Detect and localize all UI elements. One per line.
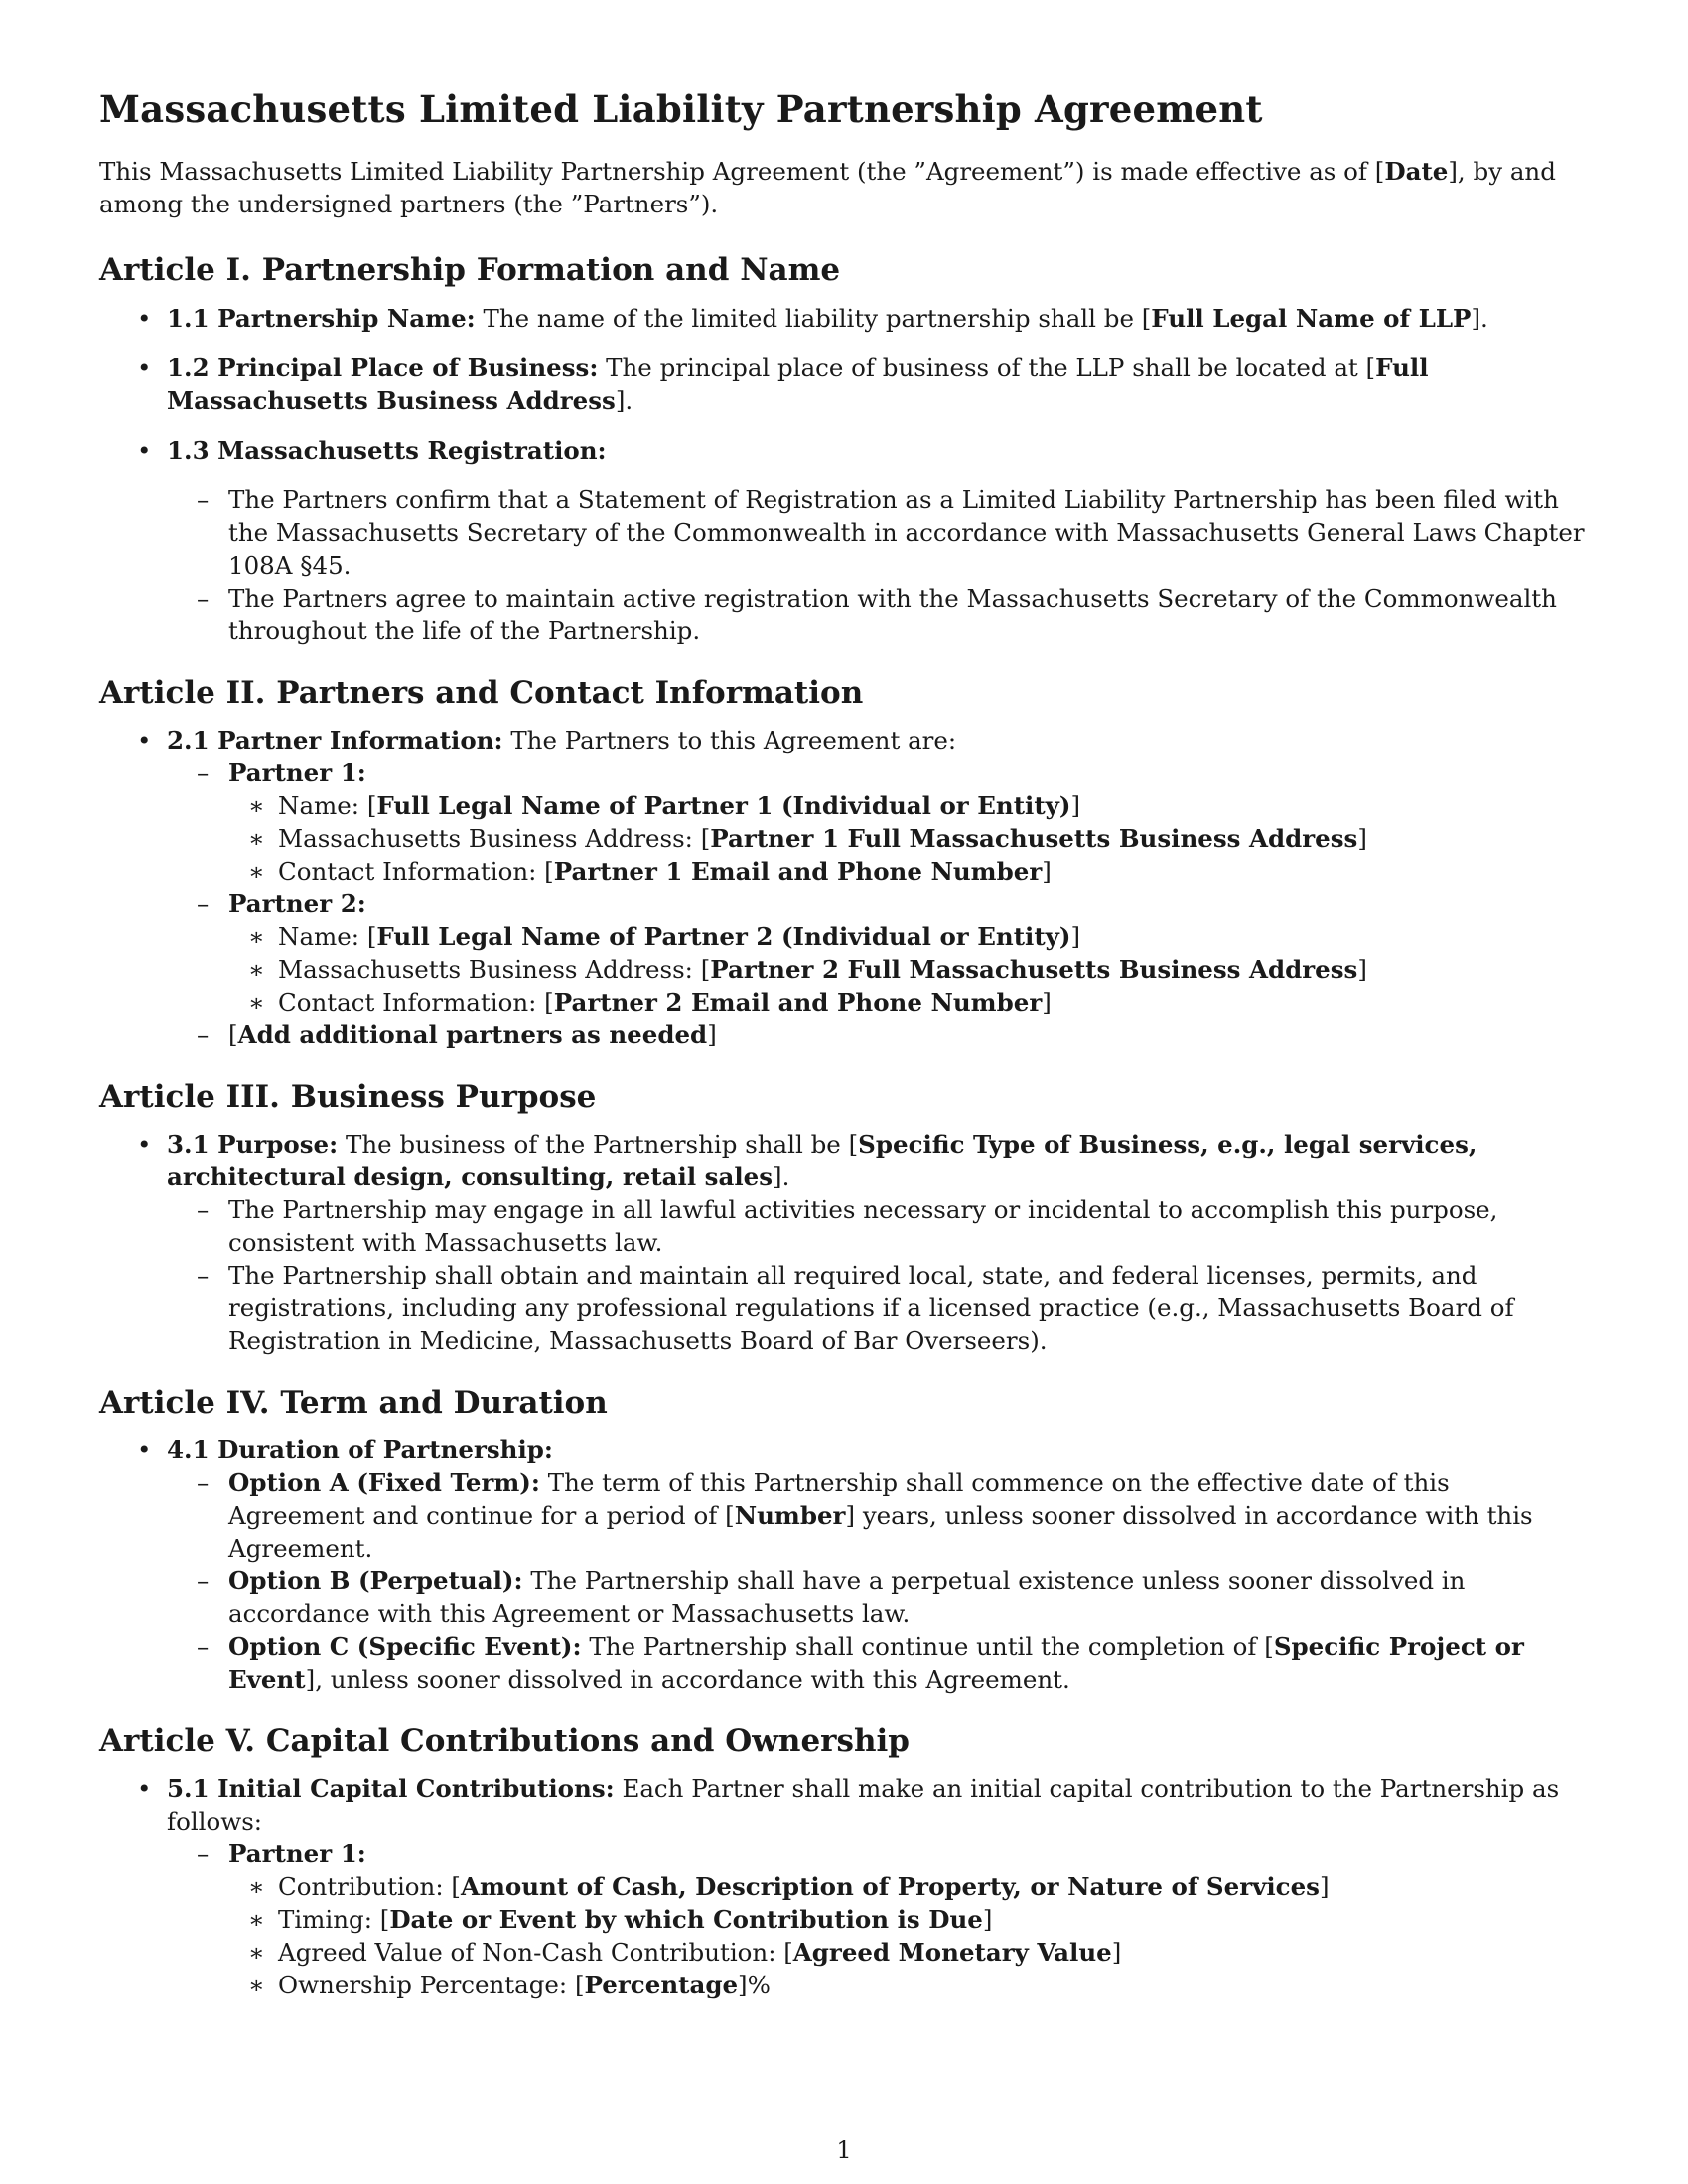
partner-1-address: ∗ Massachusetts Business Address: [Partner 1 Full Massachusetts Business Address] <box>248 823 1367 853</box>
article-3 <box>99 1079 1591 1357</box>
clause-1-3-b: – The Partners agree to maintain active registration with the Massachusetts Secretary of the Commonwealth throughout the life of the Partnership. <box>197 583 1557 645</box>
placeholder-date: Date <box>1384 157 1449 187</box>
partner-2-contact: ∗ Contact Information: [Partner 2 Email and Phone Number] <box>248 987 1052 1017</box>
contrib-partner-1-contribution: ∗ Contribution: [Amount of Cash, Description of Property, or Nature of Services] <box>248 1872 1330 1902</box>
clause-1-2: • 1.2 Principal Place of Business: The principal place of business of the LLP shall be located at [Full Massachusetts Business Address]. <box>137 352 1429 415</box>
article-1-heading: Article I. Partnership Formation and Name <box>99 252 841 289</box>
partner-2-name: ∗ Name: [Full Legal Name of Partner 2 (Individual or Entity)] <box>248 921 1081 951</box>
article-4 <box>99 1385 1591 1696</box>
document-page <box>99 87 1591 2029</box>
clause-3-1: • 3.1 Purpose: The business of the Partnership shall be [Specific Type of Business, e.g., legal services, architectural design, consulting, retail sales]. <box>137 1129 1477 1191</box>
clause-1-1: • 1.1 Partnership Name: The name of the limited liability partnership shall be [Full Legal Name of LLP]. <box>137 303 1488 333</box>
clause-4-1: • 4.1 Duration of Partnership: <box>137 1435 553 1465</box>
partner-1-heading: – Partner 1: <box>197 757 366 787</box>
contrib-partner-1-timing: ∗ Timing: [Date or Event by which Contribution is Due] <box>248 1905 993 1935</box>
option-b: – Option B (Perpetual): The Partnership shall have a perpetual existence unless sooner dissolved in accordance with this Agreement or Massachusetts law. <box>197 1567 1466 1629</box>
article-4-heading: Article IV. Term and Duration <box>99 1384 608 1421</box>
clause-2-1: • 2.1 Partner Information: The Partners to this Agreement are: <box>137 725 957 754</box>
option-a: – Option A (Fixed Term): The term of this Partnership shall commence on the effective date of this Agreement and continue for a period of [Number] years, unless sooner dissolved in accordance with this Agreement. <box>197 1468 1533 1564</box>
article-5 <box>99 1723 1591 2001</box>
partner-1-name: ∗ Name: [Full Legal Name of Partner 1 (Individual or Entity)] <box>248 790 1081 820</box>
partner-2-heading: – Partner 2: <box>197 888 366 918</box>
partner-2-address: ∗ Massachusetts Business Address: [Partner 2 Full Massachusetts Business Address] <box>248 954 1367 984</box>
clause-1-3: • 1.3 Massachusetts Registration: <box>137 435 607 465</box>
option-c: – Option C (Specific Event): The Partnership shall continue until the completion of [Specific Project or Event], unless sooner dissolved in accordance with this Agreement. <box>197 1632 1524 1695</box>
article-1 <box>99 252 1591 646</box>
contrib-partner-1-ownership: ∗ Ownership Percentage: [Percentage]% <box>248 1971 771 2000</box>
article-3-heading: Article III. Business Purpose <box>99 1078 597 1115</box>
clause-1-3-a: – The Partners confirm that a Statement of Registration as a Limited Liability Partnership has been filed with the Massachusetts Secretary of the Commonwealth in accordance with Massachusetts General Laws Chapter 108A §45. <box>197 484 1585 580</box>
intro-paragraph: This Massachusetts Limited Liability Partnership Agreement (the ”Agreement”) is made effective as of [Date], by and among the undersigned partners (the ”Partners”). <box>99 157 1556 219</box>
clause-3-1-b: – The Partnership shall obtain and maintain all required local, state, and federal licenses, permits, and registrations, including any professional regulations if a licensed practice (e.g., Massachusetts Board of Registration in Medicine, Massachusetts Board of Bar Overseers). <box>197 1260 1514 1355</box>
add-partners-note: – [Add additional partners as needed] <box>197 1020 717 1049</box>
partner-1-contact: ∗ Contact Information: [Partner 1 Email and Phone Number] <box>248 856 1052 886</box>
article-5-heading: Article V. Capital Contributions and Ownership <box>99 1723 910 1760</box>
contrib-partner-1-value: ∗ Agreed Value of Non-Cash Contribution: [Agreed Monetary Value] <box>248 1938 1122 1968</box>
clause-5-1: • 5.1 Initial Capital Contributions: Each Partner shall make an initial capital contribution to the Partnership as follows: <box>137 1774 1560 1837</box>
article-2-heading: Article II. Partners and Contact Information <box>99 674 864 711</box>
contrib-partner-1-heading: – Partner 1: <box>197 1840 366 1869</box>
document-title: Massachusetts Limited Liability Partnership Agreement <box>99 87 1263 131</box>
clause-3-1-a: – The Partnership may engage in all lawful activities necessary or incidental to accomplish this purpose, consistent with Massachusetts law. <box>197 1194 1498 1257</box>
page-number: 1 <box>836 2136 852 2164</box>
article-2 <box>99 675 1591 1051</box>
